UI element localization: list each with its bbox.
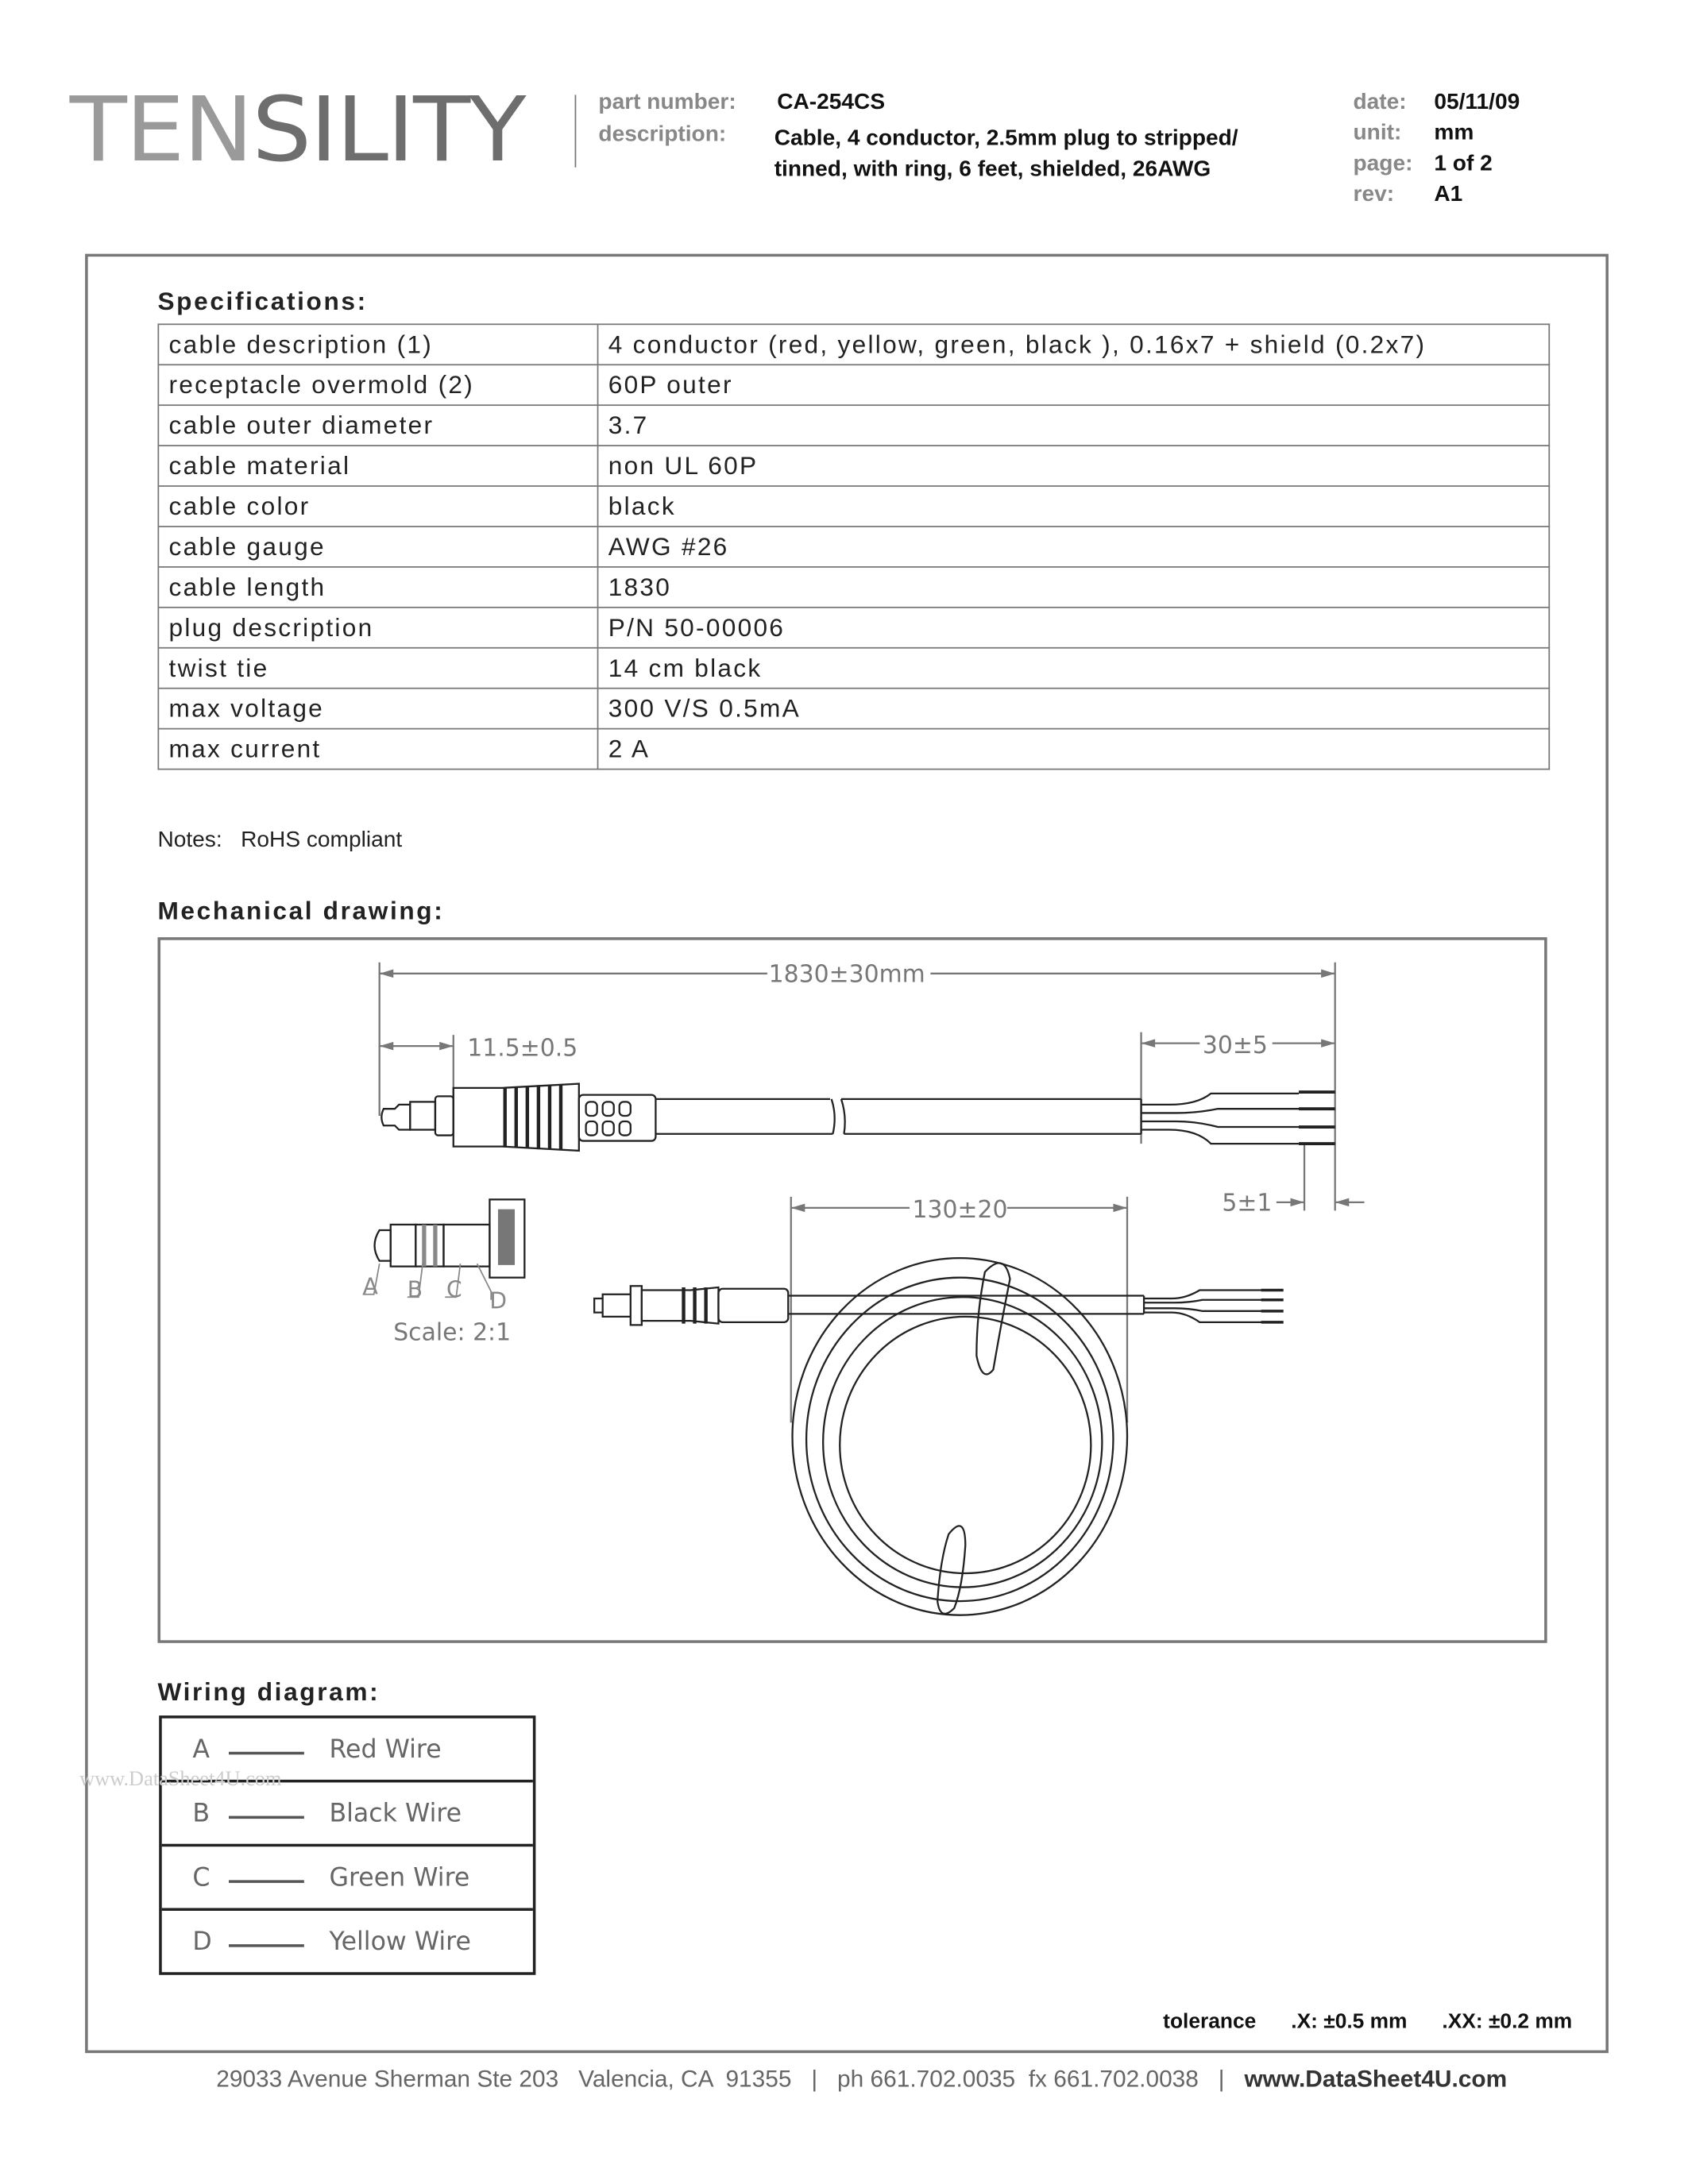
plug-detail-view xyxy=(363,1199,525,1314)
footer-address: 29033 Avenue Sherman Ste 203 Valencia, CA 91355 xyxy=(216,2065,792,2093)
arrowheads xyxy=(380,970,1350,1213)
spec-value: 4 conductor (red, yellow, green, black ), 0.16x7 + shield (0.2x7) xyxy=(598,324,1550,365)
spec-value: black xyxy=(598,486,1550,527)
wiring-diagram-title: Wiring diagram: xyxy=(157,1677,380,1706)
spec-label: twist tie xyxy=(158,648,597,689)
logo-part1: TEN xyxy=(69,79,253,183)
label-c: C xyxy=(446,1276,462,1303)
pin-letter: D xyxy=(192,1927,212,1957)
mechanical-drawing-title: Mechanical drawing: xyxy=(157,897,445,925)
spec-label: receptacle overmold (2) xyxy=(158,365,597,405)
connector-line xyxy=(229,1752,304,1754)
spec-value: 1830 xyxy=(598,567,1550,608)
spec-value: 300 V/S 0.5mA xyxy=(598,689,1550,729)
dim-total-length: 1830±30mm xyxy=(768,960,925,989)
dim-tin-length: 5±1 xyxy=(1222,1189,1273,1217)
connector-line xyxy=(229,1880,304,1882)
page-label: page: xyxy=(1353,152,1413,176)
logo-part2: SILITY xyxy=(252,79,525,183)
label-a: A xyxy=(362,1273,378,1300)
notes-label: Notes: xyxy=(157,828,222,853)
wire-name: Yellow Wire xyxy=(329,1927,471,1957)
spec-value: 14 cm black xyxy=(598,648,1550,689)
label-d: D xyxy=(489,1287,508,1314)
spec-label: max current xyxy=(158,729,597,770)
pin-letter: A xyxy=(192,1734,211,1765)
description-label: description: xyxy=(598,122,727,147)
spec-value: P/N 50-00006 xyxy=(598,608,1550,648)
tolerance xyxy=(1163,2010,1572,2034)
connector-line xyxy=(229,1944,304,1947)
spec-label: cable color xyxy=(158,486,597,527)
pin-letter: B xyxy=(192,1799,211,1829)
wiring-row xyxy=(162,1846,533,1911)
spec-value: 60P outer xyxy=(598,365,1550,405)
spec-value: AWG #26 xyxy=(598,527,1550,567)
spec-label: cable description (1) xyxy=(158,324,597,365)
footer-web[interactable]: www.DataSheet4U.com xyxy=(1244,2065,1508,2093)
unit: mm xyxy=(1434,121,1474,145)
pin-letter: C xyxy=(192,1863,211,1893)
wire-name: Red Wire xyxy=(329,1734,442,1765)
date: 05/11/09 xyxy=(1434,91,1520,115)
tolerance-x: .X: ±0.5 mm xyxy=(1291,2009,1408,2034)
watermark: www.DataSheet4U.com xyxy=(79,1768,282,1791)
page-number: 1 of 2 xyxy=(1434,152,1493,176)
scale-label: Scale: 2:1 xyxy=(393,1318,512,1347)
tolerance-label: tolerance xyxy=(1163,2009,1257,2034)
part-number: CA-254CS xyxy=(777,91,886,115)
spec-label: max voltage xyxy=(158,689,597,729)
spec-label: cable length xyxy=(158,567,597,608)
rev-label: rev: xyxy=(1353,183,1395,206)
spec-label: cable material xyxy=(158,446,597,486)
spec-label: plug description xyxy=(158,608,597,648)
wiring-row xyxy=(162,1911,533,1972)
footer-phone: ph 661.702.0035 fx 661.702.0038 xyxy=(837,2065,1199,2093)
wiring-table xyxy=(159,1715,535,1975)
wire-name: Green Wire xyxy=(329,1863,470,1893)
footer: 29033 Avenue Sherman Ste 203 Valencia, CA 91355 | ph 661.702.0035 fx 661.702.0038 | www.DataSheet4U.com xyxy=(216,2065,1508,2093)
spec-value: 2 A xyxy=(598,729,1550,770)
specifications-title: Specifications: xyxy=(157,287,368,315)
part-number-label: part number: xyxy=(598,91,736,115)
date-label: date: xyxy=(1353,91,1407,115)
spec-value: non UL 60P xyxy=(598,446,1550,486)
revision: A1 xyxy=(1434,183,1463,206)
spec-label: cable outer diameter xyxy=(158,405,597,446)
notes-text: RoHS compliant xyxy=(241,828,403,853)
unit-label: unit: xyxy=(1353,121,1402,145)
wire-name: Black Wire xyxy=(329,1799,462,1829)
plug-side-view xyxy=(381,1084,1335,1151)
dim-plug-length: 11.5±0.5 xyxy=(467,1034,578,1063)
spec-label: cable gauge xyxy=(158,527,597,567)
dim-coil-diameter: 130±20 xyxy=(912,1196,1008,1225)
spec-value: 3.7 xyxy=(598,405,1550,446)
label-b: B xyxy=(407,1276,423,1303)
dim-strip-length: 30±5 xyxy=(1202,1031,1268,1059)
description-line2: tinned, with ring, 6 feet, shielded, 26AWG xyxy=(774,157,1211,182)
connector-line xyxy=(229,1816,304,1819)
tolerance-xx: .XX: ±0.2 mm xyxy=(1442,2009,1573,2034)
coiled-cable-view xyxy=(594,1258,1284,1615)
description-line1: Cable, 4 conductor, 2.5mm plug to stripped/ xyxy=(774,126,1238,151)
